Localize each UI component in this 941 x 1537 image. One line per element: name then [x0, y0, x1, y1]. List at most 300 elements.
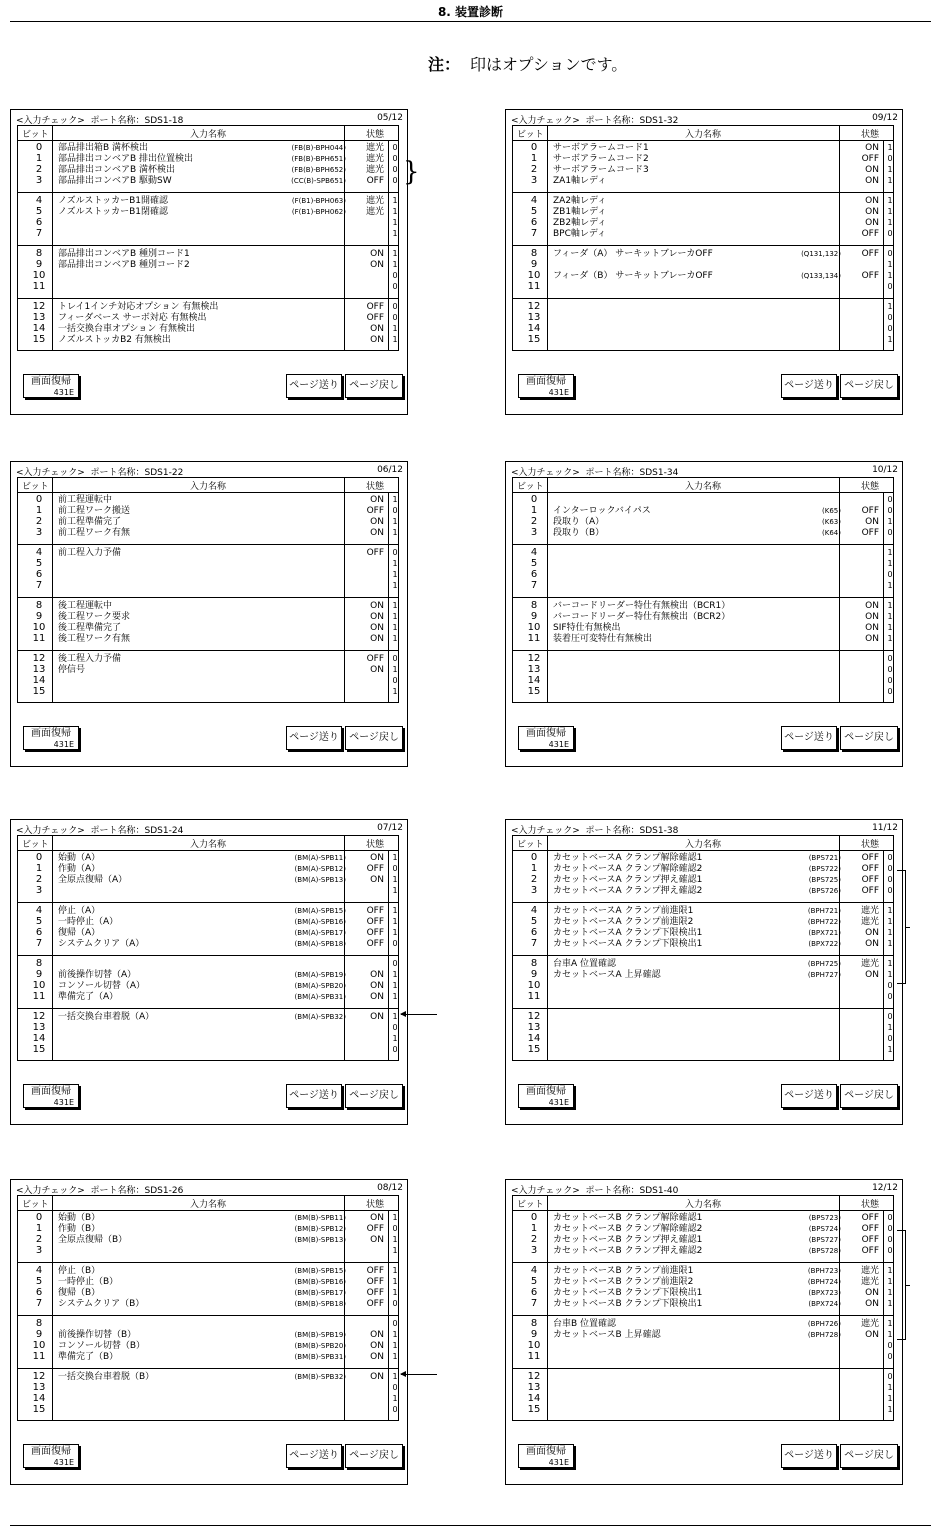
- table-row: [18, 1277, 398, 1287]
- table-header: [513, 836, 893, 851]
- bit-value: 0: [392, 548, 398, 557]
- input-state: ON: [370, 528, 384, 538]
- bit-value: 0: [887, 1235, 893, 1244]
- input-state: ON: [865, 623, 879, 633]
- screen-title: <入力チェック> ポート名称：SDS1-40: [511, 1186, 679, 1196]
- header-name: 入力名称: [189, 840, 226, 850]
- bit-number: 13: [32, 1022, 46, 1033]
- table-row: [513, 495, 893, 505]
- input-state: ON: [370, 1213, 384, 1223]
- input-state: OFF: [861, 1235, 879, 1245]
- bit-number: 5: [35, 1276, 43, 1287]
- bit-value: 0: [887, 853, 893, 862]
- table-row: [513, 581, 893, 591]
- bit-value: 1: [392, 992, 398, 1001]
- input-state: ON: [370, 1330, 384, 1340]
- table-row: [18, 981, 398, 991]
- bit-number: 13: [527, 664, 541, 675]
- table-row: [18, 559, 398, 569]
- bit-value: 1: [392, 634, 398, 643]
- table-row: [18, 548, 398, 558]
- table-row: [18, 1034, 398, 1044]
- input-state: 遮光: [365, 143, 384, 153]
- next-page-button[interactable]: ページ送り: [781, 374, 837, 398]
- bit-value: 0: [392, 165, 398, 174]
- bit-number: 12: [32, 1011, 46, 1022]
- table-row: [513, 853, 893, 863]
- bit-value: 1: [887, 196, 893, 205]
- input-state: OFF: [861, 1246, 879, 1256]
- input-name: 部品排出コンベアB 満杯検出: [58, 165, 176, 175]
- bit-value: 0: [887, 1341, 893, 1350]
- bit-number: 7: [35, 580, 43, 591]
- restore-button[interactable]: [518, 374, 574, 398]
- input-name: カセットベースA クランプ解除確認2: [553, 864, 703, 874]
- bit-number: 15: [32, 334, 46, 345]
- bit-value: 0: [392, 654, 398, 663]
- bit-number: 4: [530, 905, 538, 916]
- input-name: システムクリア（B）: [58, 1299, 145, 1309]
- bit-value: 0: [887, 249, 893, 258]
- restore-button[interactable]: [518, 1084, 574, 1108]
- input-state: ON: [370, 1352, 384, 1362]
- input-name: ZB2軸レディ: [553, 218, 607, 228]
- input-name: 段取り（B）: [553, 528, 605, 538]
- bit-number: 7: [35, 228, 43, 239]
- bit-group: [18, 299, 398, 351]
- next-page-button[interactable]: ページ送り: [781, 1444, 837, 1468]
- input-state: OFF: [366, 939, 384, 949]
- bit-value: 1: [392, 1288, 398, 1297]
- table-row: [513, 528, 893, 538]
- restore-label: 画面復帰: [526, 376, 566, 387]
- input-state: 遮光: [860, 1277, 879, 1287]
- bit-value: 1: [392, 906, 398, 915]
- bit-value: 1: [392, 1372, 398, 1381]
- input-state: OFF: [366, 302, 384, 312]
- input-name: 始動（B）: [58, 1213, 101, 1223]
- bit-value: 1: [887, 1266, 893, 1275]
- input-name: 前工程入力予備: [58, 548, 122, 558]
- input-check-screen: [10, 461, 408, 767]
- bit-value: 1: [887, 548, 893, 557]
- bit-group: [513, 246, 893, 299]
- bit-value: 0: [392, 506, 398, 515]
- table-row: [18, 959, 398, 969]
- restore-code: 431E: [548, 388, 569, 397]
- bit-group: [513, 1009, 893, 1061]
- table-row: [513, 1394, 893, 1404]
- bit-group: [18, 651, 398, 703]
- bit-number: 5: [530, 206, 538, 217]
- prev-page-button[interactable]: ページ戻し: [345, 374, 403, 398]
- prev-page-button[interactable]: ページ戻し: [345, 1444, 403, 1468]
- bit-group: [18, 1009, 398, 1061]
- input-name: カセットベースA クランプ下限検出1: [553, 939, 703, 949]
- table-row: [18, 612, 398, 622]
- table-row: [513, 970, 893, 980]
- table-row: [513, 548, 893, 558]
- bit-value: 0: [392, 271, 398, 280]
- prev-page-button[interactable]: ページ戻し: [345, 726, 403, 750]
- prev-page-button[interactable]: ページ戻し: [840, 726, 898, 750]
- bit-number: 6: [530, 569, 538, 580]
- bit-value: 1: [887, 970, 893, 979]
- input-state: OFF: [366, 917, 384, 927]
- input-state: ON: [865, 601, 879, 611]
- signal-code: (BM(A)-SPB20): [294, 982, 346, 990]
- input-state: ON: [370, 992, 384, 1002]
- bit-value: 1: [887, 165, 893, 174]
- signal-code: (BM(A)-SPB32): [294, 1013, 346, 1021]
- signal-code: (BM(A)-SPB31): [294, 993, 346, 1001]
- next-page-button[interactable]: ページ送り: [286, 1444, 342, 1468]
- table-row: [18, 853, 398, 863]
- input-name: バーコードリーダー特仕有無検出（BCR2）: [553, 612, 731, 622]
- next-page-button[interactable]: ページ送り: [286, 1084, 342, 1108]
- bit-group: [513, 193, 893, 246]
- table-row: [18, 623, 398, 633]
- input-name: サーボアラームコード2: [553, 154, 649, 164]
- table-header: [18, 836, 398, 851]
- bit-value: 0: [887, 282, 893, 291]
- restore-label: 画面復帰: [31, 376, 71, 387]
- bit-table: [512, 1195, 894, 1421]
- bit-number: 12: [32, 1371, 46, 1382]
- bit-table: [17, 477, 399, 703]
- bit-value: 0: [392, 282, 398, 291]
- table-row: [513, 154, 893, 164]
- bit-value: 1: [392, 196, 398, 205]
- bit-number: 0: [35, 1212, 43, 1223]
- input-name: 部品排出箱B 満杯検出: [58, 143, 149, 153]
- bit-number: 1: [35, 505, 43, 516]
- bit-value: 0: [887, 1034, 893, 1043]
- input-state: ON: [370, 324, 384, 334]
- bit-group: [513, 1316, 893, 1369]
- input-name: カセットベースA クランプ前進限1: [553, 906, 694, 916]
- table-row: [513, 1235, 893, 1245]
- input-name: BPC軸レディ: [553, 229, 607, 239]
- next-page-button[interactable]: ページ送り: [286, 726, 342, 750]
- bit-number: 6: [530, 1287, 538, 1298]
- table-row: [18, 581, 398, 591]
- input-state: ON: [865, 143, 879, 153]
- bit-value: 1: [392, 229, 398, 238]
- bit-number: 12: [32, 301, 46, 312]
- input-state: ON: [865, 970, 879, 980]
- bit-value: 0: [887, 1246, 893, 1255]
- bit-number: 1: [35, 1223, 43, 1234]
- input-state: OFF: [861, 886, 879, 896]
- bit-number: 10: [527, 270, 541, 281]
- table-row: [513, 249, 893, 259]
- bit-number: 1: [530, 1223, 538, 1234]
- input-name: カセットベースB クランプ押え確認1: [553, 1235, 703, 1245]
- restore-button[interactable]: [518, 726, 574, 750]
- bit-number: 8: [530, 600, 538, 611]
- table-row: [513, 143, 893, 153]
- bit-number: 5: [530, 558, 538, 569]
- signal-code: (BM(B)-SPB32): [294, 1373, 346, 1381]
- signal-code: (BM(B)-SPB17): [294, 1289, 346, 1297]
- table-row: [18, 1023, 398, 1033]
- bit-number: 15: [527, 334, 541, 345]
- input-state: ON: [370, 1235, 384, 1245]
- bit-value: 0: [887, 313, 893, 322]
- restore-button[interactable]: [518, 1444, 574, 1468]
- table-row: [18, 687, 398, 697]
- table-row: [18, 1372, 398, 1382]
- input-name: ZA2軸レディ: [553, 196, 607, 206]
- bit-number: 9: [35, 259, 43, 270]
- bit-value: 1: [392, 218, 398, 227]
- table-row: [18, 335, 398, 345]
- bit-value: 0: [887, 324, 893, 333]
- bit-number: 8: [530, 958, 538, 969]
- bit-value: 0: [392, 1299, 398, 1308]
- input-state: ON: [865, 207, 879, 217]
- input-name: カセットベースA クランプ解除確認1: [553, 853, 703, 863]
- table-row: [513, 282, 893, 292]
- bit-group: [513, 492, 893, 545]
- next-page-button[interactable]: ページ送り: [286, 374, 342, 398]
- bit-number: 0: [530, 1212, 538, 1223]
- signal-code: (BPH721): [807, 907, 841, 915]
- table-row: [513, 1288, 893, 1298]
- bit-value: 1: [887, 207, 893, 216]
- bit-number: 15: [527, 1044, 541, 1055]
- input-name: インターロックバイパス: [553, 506, 651, 516]
- bit-number: 9: [35, 611, 43, 622]
- table-row: [513, 1319, 893, 1329]
- table-row: [18, 517, 398, 527]
- bit-value: 0: [887, 1012, 893, 1021]
- signal-code: (BM(B)-SPB31): [294, 1353, 346, 1361]
- bit-number: 1: [530, 505, 538, 516]
- restore-label: 画面復帰: [526, 728, 566, 739]
- bit-group: [513, 140, 893, 193]
- input-name: コンソール切替（B）: [58, 1341, 145, 1351]
- restore-button[interactable]: [23, 374, 79, 398]
- bit-number: 4: [530, 195, 538, 206]
- input-check-screen: [10, 1179, 408, 1485]
- restore-button[interactable]: [23, 726, 79, 750]
- input-name: 前後操作切替（B）: [58, 1330, 137, 1340]
- signal-code: (BPH725): [807, 960, 841, 968]
- table-row: [18, 154, 398, 164]
- bit-number: 2: [530, 1234, 538, 1245]
- bit-number: 10: [32, 622, 46, 633]
- bit-number: 7: [530, 580, 538, 591]
- prev-page-button[interactable]: ページ戻し: [840, 1084, 898, 1108]
- table-row: [18, 260, 398, 270]
- bit-number: 9: [530, 969, 538, 980]
- table-row: [513, 601, 893, 611]
- input-state: 遮光: [860, 1266, 879, 1276]
- input-name: 全原点復帰（B）: [58, 1235, 128, 1245]
- input-name: カセットベースA クランプ押え確認1: [553, 875, 703, 885]
- input-state: ON: [865, 218, 879, 228]
- bit-number: 14: [32, 1393, 46, 1404]
- bit-group: [513, 598, 893, 651]
- input-name: サーボアラームコード1: [553, 143, 649, 153]
- bit-number: 12: [527, 1011, 541, 1022]
- bit-value: 1: [887, 1319, 893, 1328]
- bit-value: 1: [392, 1246, 398, 1255]
- table-row: [18, 1352, 398, 1362]
- signal-code: (BPS722): [808, 865, 841, 873]
- table-row: [18, 271, 398, 281]
- input-state: 遮光: [365, 196, 384, 206]
- bit-value: 1: [887, 517, 893, 526]
- table-row: [18, 1246, 398, 1256]
- bit-value: 0: [887, 506, 893, 515]
- table-row: [18, 1319, 398, 1329]
- table-row: [513, 324, 893, 334]
- table-row: [513, 928, 893, 938]
- bit-number: 5: [35, 558, 43, 569]
- bit-value: 1: [887, 1383, 893, 1392]
- bit-value: 1: [392, 570, 398, 579]
- input-name: 作動（A）: [58, 864, 101, 874]
- input-name: 前後操作切替（A）: [58, 970, 137, 980]
- bit-number: 0: [35, 142, 43, 153]
- bit-number: 3: [530, 175, 538, 186]
- signal-code: (BM(B)-SPB11): [294, 1214, 346, 1222]
- bit-value: 0: [392, 1045, 398, 1054]
- input-name: カセットベースB クランプ解除確認1: [553, 1213, 703, 1223]
- table-row: [18, 1045, 398, 1055]
- restore-button[interactable]: [23, 1444, 79, 1468]
- input-state: OFF: [366, 864, 384, 874]
- input-name: 後工程ワーク要求: [58, 612, 131, 622]
- input-state: ON: [865, 634, 879, 644]
- table-row: [18, 1012, 398, 1022]
- input-name: フィーダ（B） サーキットブレーカOFF: [553, 271, 713, 281]
- table-row: [18, 196, 398, 206]
- input-state: ON: [370, 495, 384, 505]
- bit-value: 1: [887, 939, 893, 948]
- input-name: 復帰（B）: [58, 1288, 101, 1298]
- option-arrow: [401, 1374, 437, 1375]
- table-row: [513, 864, 893, 874]
- bit-number: 6: [530, 217, 538, 228]
- bit-table: [17, 125, 399, 351]
- table-row: [18, 302, 398, 312]
- input-state: ON: [370, 981, 384, 991]
- input-name: 始動（A）: [58, 853, 101, 863]
- header-state: 状態: [365, 482, 384, 492]
- next-page-button[interactable]: ページ送り: [781, 726, 837, 750]
- bit-value: 0: [392, 143, 398, 152]
- page-number: 08/12: [377, 1183, 403, 1193]
- bit-number: 13: [527, 312, 541, 323]
- bit-value: 1: [392, 581, 398, 590]
- table-row: [18, 1213, 398, 1223]
- bit-number: 12: [32, 653, 46, 664]
- bit-value: 1: [887, 1288, 893, 1297]
- bit-value: 0: [392, 676, 398, 685]
- bit-group: [18, 956, 398, 1009]
- input-state: OFF: [366, 1277, 384, 1287]
- header-state: 状態: [365, 130, 384, 140]
- bit-value: 0: [392, 1319, 398, 1328]
- bit-number: 8: [530, 1318, 538, 1329]
- bit-value: 1: [392, 1266, 398, 1275]
- prev-page-button[interactable]: ページ戻し: [345, 1084, 403, 1108]
- table-row: [513, 1246, 893, 1256]
- prev-page-button[interactable]: ページ戻し: [840, 374, 898, 398]
- bit-number: 11: [527, 633, 541, 644]
- bit-value: 1: [887, 302, 893, 311]
- input-name: カセットベースB クランプ解除確認2: [553, 1224, 703, 1234]
- table-row: [18, 992, 398, 1002]
- input-name: カセットベースB 上昇確認: [553, 1330, 661, 1340]
- bit-value: 1: [887, 623, 893, 632]
- input-name: カセットベースB クランプ下限検出1: [553, 1299, 703, 1309]
- next-page-button[interactable]: ページ送り: [781, 1084, 837, 1108]
- bit-table: [512, 835, 894, 1061]
- bit-number: 6: [35, 569, 43, 580]
- screen-title: <入力チェック> ポート名称：SDS1-34: [511, 468, 679, 478]
- input-state: OFF: [366, 1288, 384, 1298]
- bit-number: 15: [32, 686, 46, 697]
- table-row: [513, 687, 893, 697]
- input-name: 作動（B）: [58, 1224, 101, 1234]
- input-state: 遮光: [860, 959, 879, 969]
- table-row: [513, 207, 893, 217]
- bit-number: 11: [32, 633, 46, 644]
- screen-title: <入力チェック> ポート名称：SDS1-26: [16, 1186, 184, 1196]
- table-row: [18, 601, 398, 611]
- table-row: [513, 335, 893, 345]
- signal-code: (BM(B)-SPB20): [294, 1342, 346, 1350]
- bit-value: 0: [887, 992, 893, 1001]
- bit-value: 0: [887, 1224, 893, 1233]
- restore-label: 画面復帰: [31, 1086, 71, 1097]
- input-state: ON: [865, 939, 879, 949]
- bit-number: 15: [32, 1044, 46, 1055]
- bit-group: [513, 1210, 893, 1263]
- input-name: 前工程運転中: [58, 495, 113, 505]
- bit-group: [18, 1316, 398, 1369]
- input-state: OFF: [861, 154, 879, 164]
- bit-value: 0: [887, 528, 893, 537]
- bit-value: 1: [392, 1213, 398, 1222]
- input-name: カセットベースA クランプ前進限2: [553, 917, 694, 927]
- bit-value: 1: [392, 1034, 398, 1043]
- input-state: OFF: [861, 528, 879, 538]
- input-state: OFF: [366, 548, 384, 558]
- input-name: 一時停止（B）: [58, 1277, 119, 1287]
- signal-code: (BM(A)-SPB16): [294, 918, 346, 926]
- table-row: [18, 886, 398, 896]
- signal-code: (BM(B)-SPB15): [294, 1267, 346, 1275]
- table-row: [18, 1266, 398, 1276]
- prev-page-button[interactable]: ページ戻し: [840, 1444, 898, 1468]
- header-bit: ビット: [22, 482, 49, 492]
- bit-table: [512, 477, 894, 703]
- table-header: [18, 1196, 398, 1211]
- table-row: [513, 313, 893, 323]
- table-row: [18, 1330, 398, 1340]
- bit-number: 10: [527, 622, 541, 633]
- table-row: [513, 229, 893, 239]
- bit-number: 7: [530, 228, 538, 239]
- table-row: [18, 218, 398, 228]
- restore-button[interactable]: [23, 1084, 79, 1108]
